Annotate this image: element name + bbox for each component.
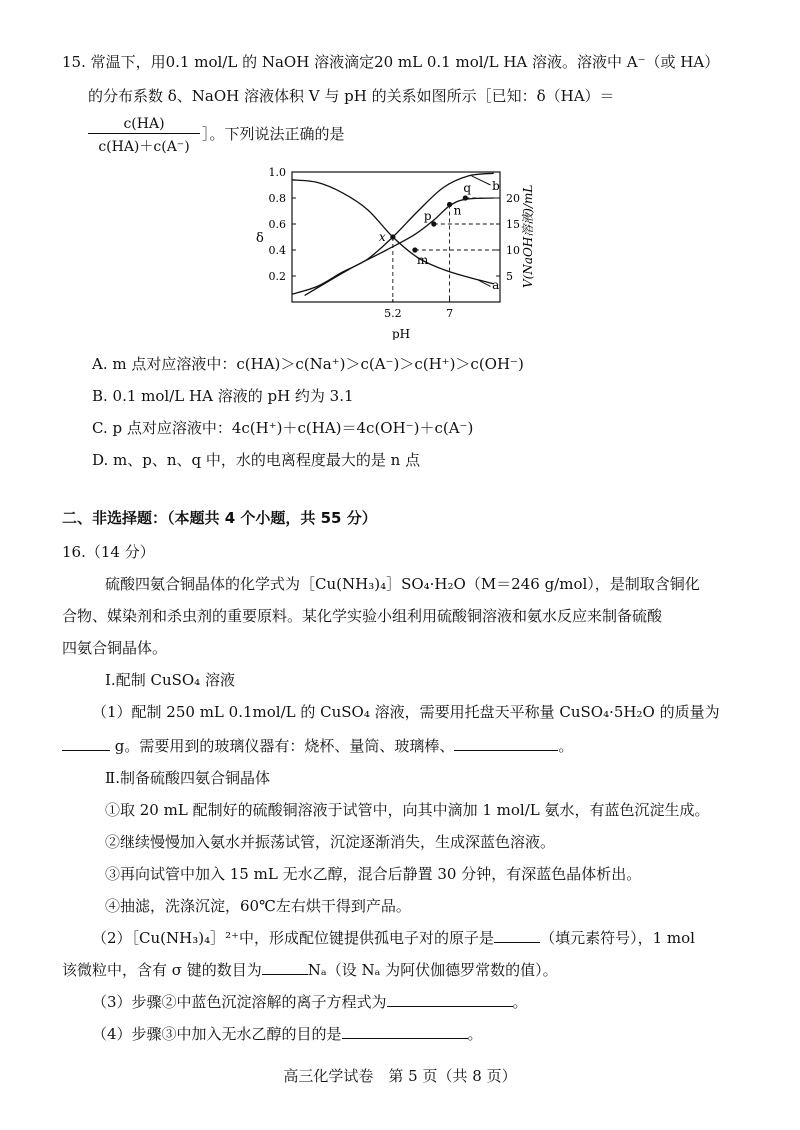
- answer-blank-mass[interactable]: [62, 736, 110, 751]
- point-q: [463, 195, 468, 200]
- answer-blank-purpose[interactable]: [342, 1024, 468, 1039]
- section2-title: 二、非选择题：（本题共 4 个小题，共 55 分）: [62, 509, 377, 527]
- sub4-text: （4）步骤③中加入无水乙醇的目的是: [92, 1025, 342, 1043]
- y2-tick-label: 20: [506, 192, 520, 205]
- point-label-m: m: [416, 253, 429, 267]
- curve-b-label: b: [492, 179, 500, 194]
- y-tick-label: 0.6: [268, 218, 286, 231]
- sub2-text-b: （填元素符号），1 mol: [540, 929, 695, 947]
- left-axis-ticks: [269, 166, 454, 320]
- q15-fraction: [88, 116, 200, 156]
- point-m: [412, 247, 417, 252]
- q15-stem-line2: 的分布系数 δ、NaOH 溶液体积 V 与 pH 的关系如图所示［已知：δ（HA）＝: [88, 87, 615, 105]
- fraction-denominator: c(HA)＋c(A⁻): [98, 139, 190, 155]
- q16-intro-line2: 合物、媒染剂和杀虫剂的重要原料。某化学实验小组利用硫酸铜溶液和氨水反应来制备硫酸: [62, 607, 663, 625]
- q15-stem-line3: ］。下列说法正确的是: [202, 125, 345, 143]
- x-tick-label: 5.2: [384, 307, 402, 320]
- y2-tick-label: 5: [506, 270, 513, 283]
- curve-a-label: a: [492, 278, 500, 292]
- q15-option-c: C. p 点对应溶液中：4c(H⁺)＋c(HA)＝4c(OH⁻)＋c(A⁻): [92, 419, 474, 437]
- sub2-text-d: Nₐ（设 Nₐ 为阿伏伽德罗常数的值）。: [307, 961, 558, 979]
- point-label-n: n: [453, 203, 462, 218]
- q16-header: 16.（14 分）: [62, 543, 155, 561]
- sub1-text: g。需要用到的玻璃仪器有：烧杯、量筒、玻璃棒、: [114, 737, 455, 755]
- step-1: ①取 20 mL 配制好的硫酸铜溶液于试管中，向其中滴加 1 mol/L 氨水，有蓝色沉淀生成。: [105, 801, 710, 819]
- q15-option-a: A. m 点对应溶液中：c(HA)＞c(Na⁺)＞c(A⁻)＞c(H⁺)＞c(OH⁻): [92, 355, 524, 373]
- answer-blank-atom[interactable]: [494, 928, 540, 943]
- y-axis-label: δ: [256, 231, 264, 246]
- sub3-text: （3）步骤②中蓝色沉淀溶解的离子方程式为: [92, 993, 387, 1011]
- sub1-end: 。: [558, 737, 574, 755]
- q16-sub1-line1: （1）配制 250 mL 0.1mol/L 的 CuSO₄ 溶液，需要用托盘天平称量 CuSO₄·5H₂O 的质量为: [92, 703, 720, 721]
- part2-title: Ⅱ.制备硫酸四氨合铜晶体: [105, 769, 270, 787]
- fraction-numerator: c(HA): [88, 116, 200, 134]
- page-footer: 高三化学试卷 第 5 页（共 8 页）: [283, 1067, 517, 1085]
- q15-option-b: B. 0.1 mol/L HA 溶液的 pH 约为 3.1: [92, 387, 354, 405]
- y2-tick-label: 10: [506, 244, 520, 257]
- sub3-end: 。: [512, 993, 528, 1011]
- q16-sub2-line2: [62, 960, 558, 980]
- q16-intro-line1: 硫酸四氨合铜晶体的化学式为［Cu(NH₃)₄］SO₄·H₂O（M＝246 g/mol），是制取含铜化: [105, 575, 700, 593]
- distribution-chart: [250, 160, 550, 340]
- answer-blank-equation[interactable]: [387, 992, 513, 1007]
- point-label-x: x: [378, 230, 386, 244]
- step-3: ③再向试管中加入 15 mL 无水乙醇，混合后静置 30 分钟，有深蓝色晶体析出。: [105, 865, 642, 883]
- point-label-p: p: [423, 209, 432, 223]
- part1-title: Ⅰ.配制 CuSO₄ 溶液: [105, 671, 235, 689]
- answer-blank-glassware[interactable]: [454, 736, 558, 751]
- point-p: [431, 221, 436, 226]
- point-x: [390, 234, 395, 239]
- curve-V: [305, 198, 494, 296]
- point-label-q: q: [463, 181, 472, 195]
- dashed-guides: [393, 198, 500, 302]
- q15-option-d: D. m、p、n、q 中，水的电离程度最大的是 n 点: [92, 451, 421, 469]
- q16-sub3: [92, 992, 528, 1012]
- y-tick-label: 1.0: [268, 166, 286, 179]
- sub2-text-c: 该微粒中，含有 σ 键的数目为: [62, 961, 262, 979]
- sub2-text-a: （2）［Cu(NH₃)₄］²⁺中，形成配位键提供孤电子对的原子是: [92, 929, 495, 947]
- x-axis-label: pH: [392, 327, 411, 340]
- step-2: ②继续慢慢加入氨水并振荡试管，沉淀逐渐消失，生成深蓝色溶液。: [105, 833, 556, 851]
- answer-blank-sigma[interactable]: [262, 960, 308, 975]
- y2-axis-label: V(NaOH溶液)/mL: [521, 184, 535, 288]
- y-tick-label: 0.2: [268, 270, 286, 283]
- step-4: ④抽滤，洗涤沉淀，60℃左右烘干得到产品。: [105, 897, 411, 915]
- y2-tick-label: 15: [506, 218, 520, 231]
- q16-intro-line3: 四氨合铜晶体。: [62, 639, 168, 657]
- x-tick-label: 7: [446, 307, 454, 320]
- q16-sub2-line1: [92, 928, 695, 948]
- curve-b-leader: [472, 176, 491, 185]
- q16-sub1-line2: [62, 736, 573, 756]
- point-n: [447, 202, 452, 207]
- y-tick-label: 0.8: [268, 192, 286, 205]
- q16-sub4: [92, 1024, 483, 1044]
- y-tick-label: 0.4: [268, 244, 286, 257]
- sub4-end: 。: [467, 1025, 483, 1043]
- q15-stem-line1: 15. 常温下，用0.1 mol/L 的 NaOH 溶液滴定20 mL 0.1 mol/L HA 溶液。溶液中 A⁻（或 HA）: [62, 53, 720, 71]
